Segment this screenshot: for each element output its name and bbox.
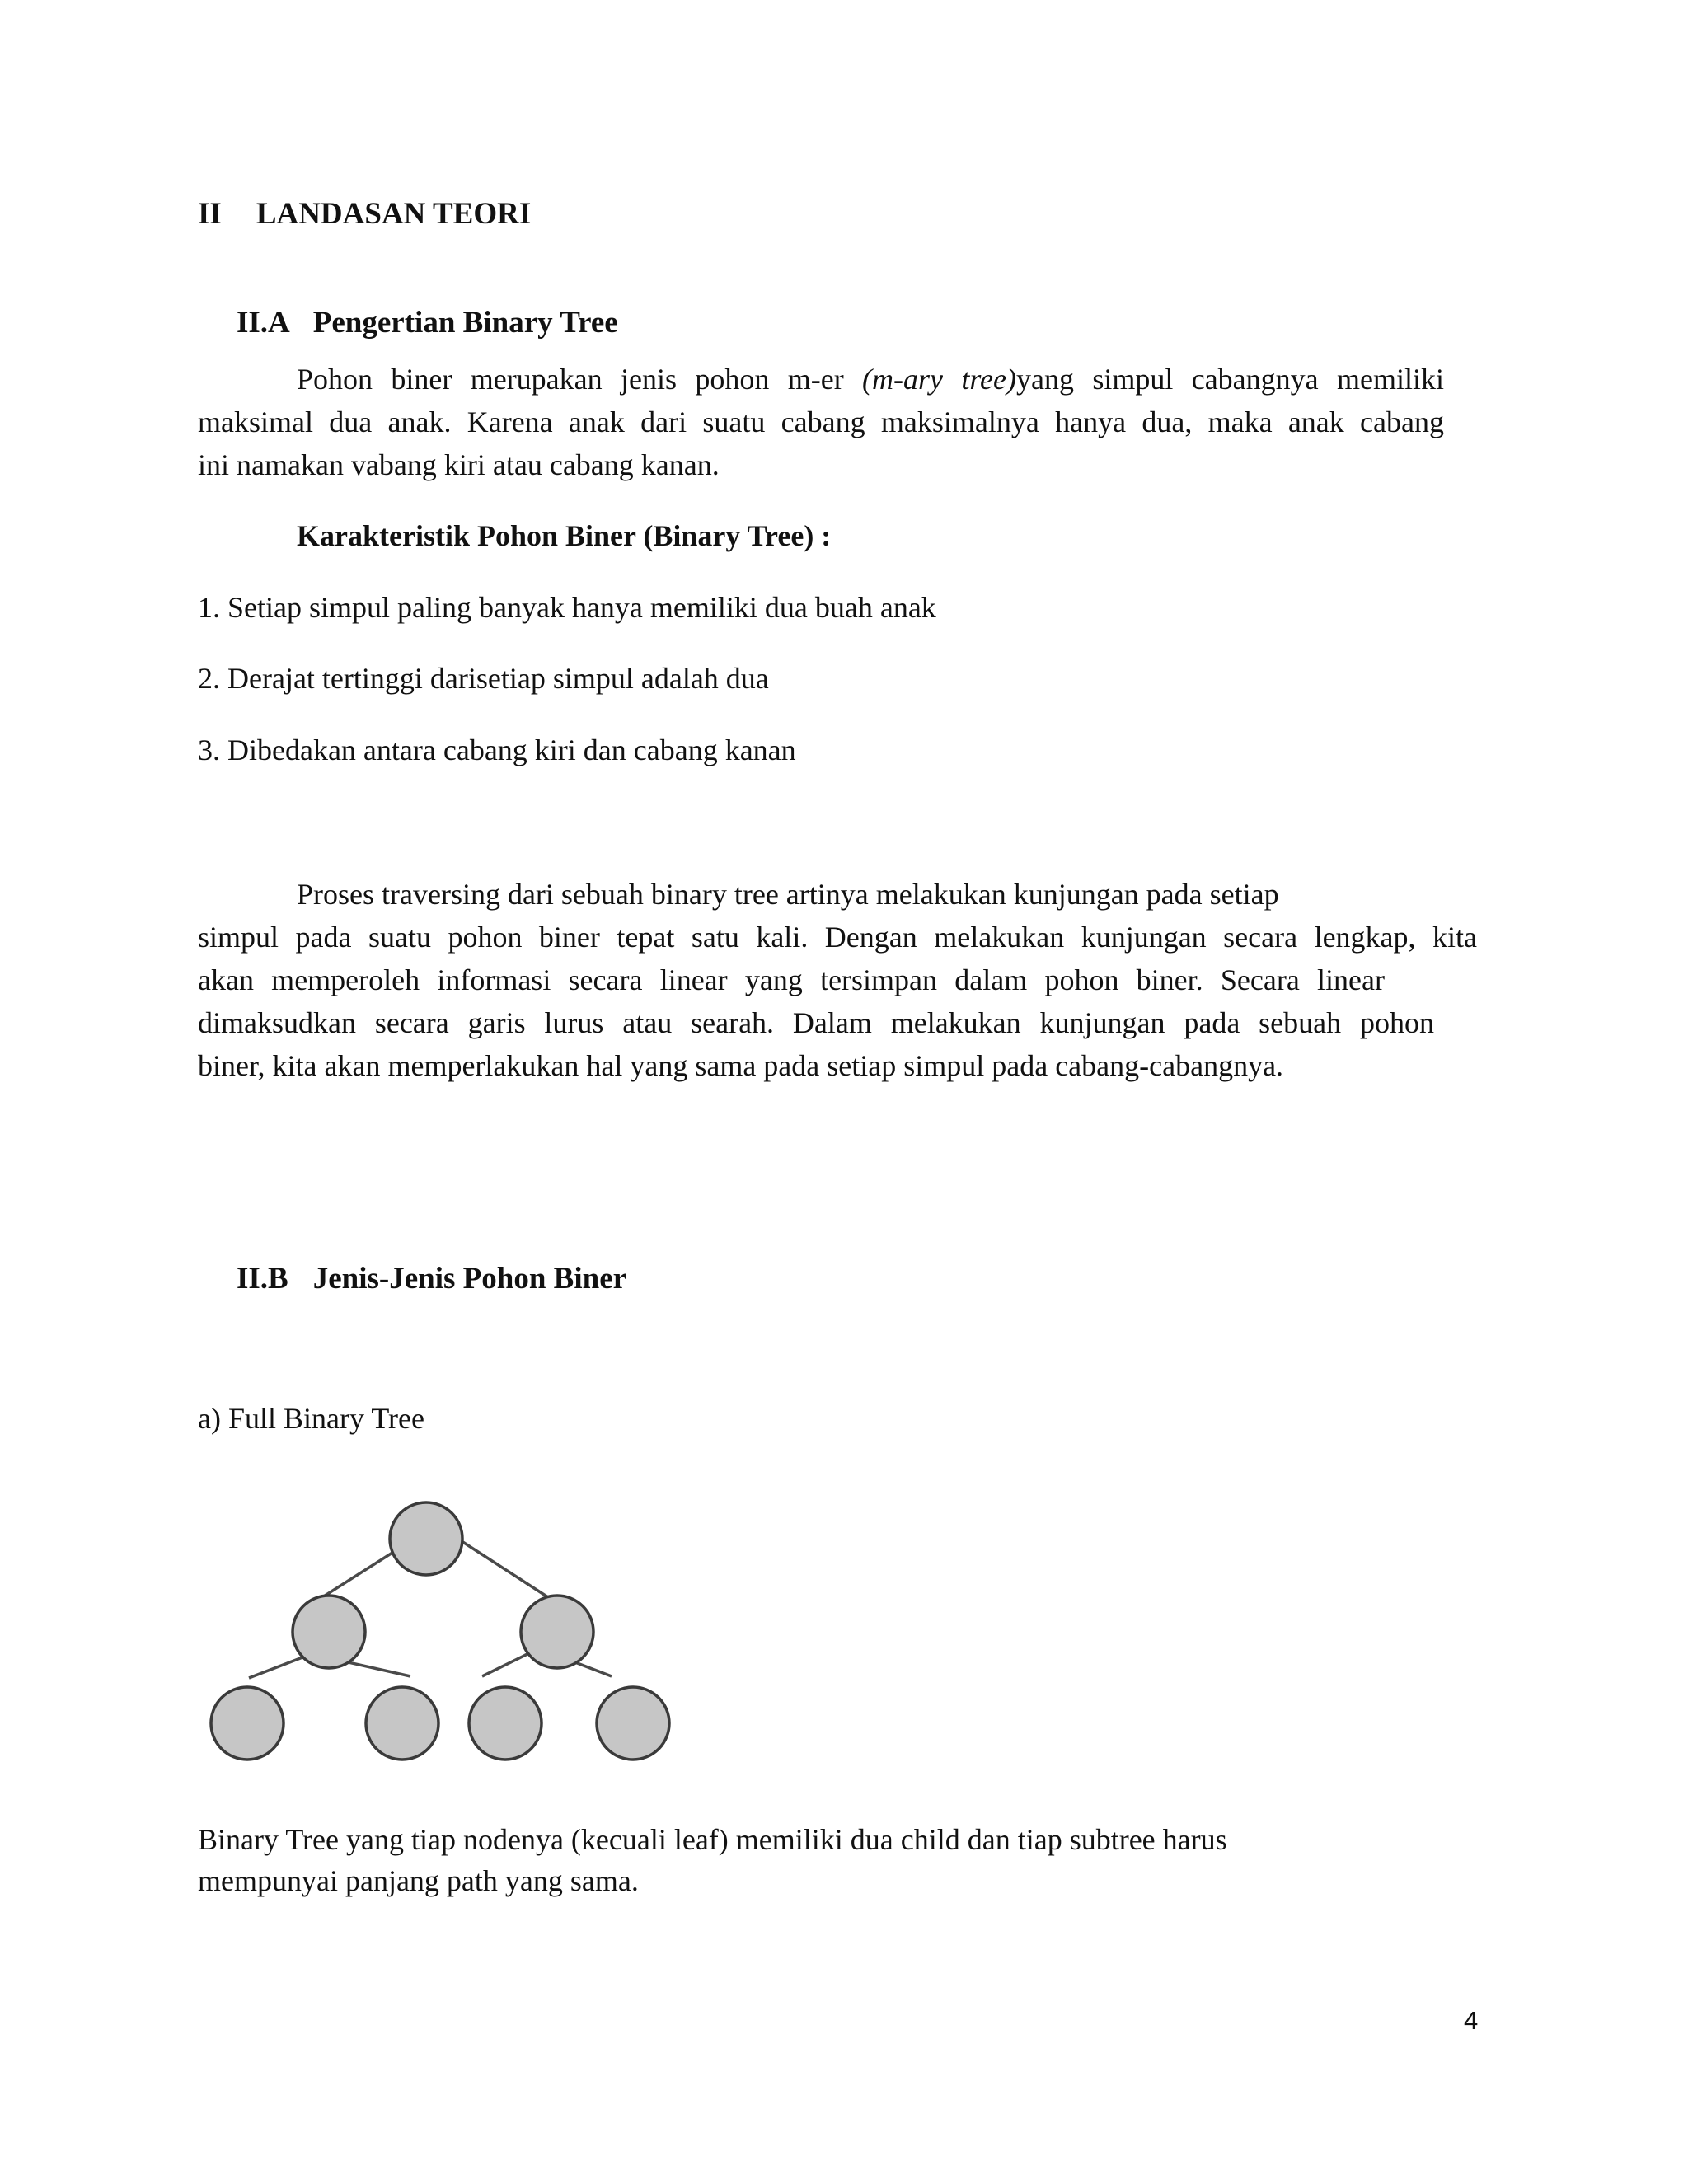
edge-root-right <box>462 1541 551 1599</box>
tree-node-root <box>390 1502 462 1575</box>
characteristic-item-3: 3. Dibedakan antara cabang kiri dan cabang kanan <box>198 733 796 766</box>
definition-line-3: ini namakan vabang kiri atau cabang kanan. <box>198 448 720 481</box>
page-number: 4 <box>1464 2006 1479 2035</box>
full-binary-tree-label: a) Full Binary Tree <box>198 1402 424 1435</box>
tree-node-leaf-2 <box>366 1687 438 1760</box>
section-b-heading <box>237 1261 626 1296</box>
section-a-heading <box>237 305 618 340</box>
chapter-heading <box>198 196 531 232</box>
characteristic-item-2: 2. Derajat tertinggi darisetiap simpul adalah dua <box>198 662 769 695</box>
tree-node-leaf-3 <box>469 1687 542 1760</box>
chapter-title: LANDASAN TEORI <box>256 197 532 231</box>
traversal-paragraph <box>198 873 1477 1087</box>
section-a-title: Pengertian Binary Tree <box>312 306 618 340</box>
definition-line-1: Pohon biner merupakan jenis pohon m-er (m-ary tree)yang simpul cabangnya memiliki <box>297 363 1444 396</box>
definition-paragraph <box>198 358 1444 486</box>
tree-node-right <box>521 1596 593 1668</box>
chapter-number: II <box>198 197 222 231</box>
traversal-line-3: akan memperoleh informasi secara linear yang tersimpan dalam pohon biner. Secara linear <box>198 963 1385 996</box>
tree-node-leaf-1 <box>211 1687 284 1760</box>
full-binary-tree-desc-line-1: Binary Tree yang tiap nodenya (kecuali leaf) memiliki dua child dan tiap subtree harus <box>198 1823 1227 1856</box>
full-binary-tree-diagram <box>198 1500 692 1772</box>
traversal-line-4: dimaksudkan secara garis lurus atau searah. Dalam melakukan kunjungan pada sebuah pohon <box>198 1006 1434 1039</box>
traversal-line-5: biner, kita akan memperlakukan hal yang sama pada setiap simpul pada cabang-cabangnya. <box>198 1049 1284 1082</box>
section-a-number: II.A <box>237 306 290 340</box>
tree-node-leaf-4 <box>597 1687 669 1760</box>
traversal-line-2: simpul pada suatu pohon biner tepat satu kali. Dengan melakukan kunjungan secara lengkap, kita <box>198 921 1477 954</box>
characteristics-title: Karakteristik Pohon Biner (Binary Tree) : <box>297 519 832 552</box>
definition-line-2: maksimal dua anak. Karena anak dari suatu cabang maksimalnya hanya dua, maka anak cabang <box>198 405 1444 438</box>
section-b-title: Jenis-Jenis Pohon Biner <box>312 1262 627 1296</box>
tree-node-left <box>293 1596 365 1668</box>
full-binary-tree-desc-line-2: mempunyai panjang path yang sama. <box>198 1864 639 1897</box>
characteristic-item-1: 1. Setiap simpul paling banyak hanya memiliki dua buah anak <box>198 591 936 624</box>
section-b-number: II.B <box>237 1262 288 1296</box>
mary-tree-term: (m-ary tree) <box>862 363 1016 396</box>
traversal-line-1: Proses traversing dari sebuah binary tree artinya melakukan kunjungan pada setiap <box>297 878 1279 911</box>
